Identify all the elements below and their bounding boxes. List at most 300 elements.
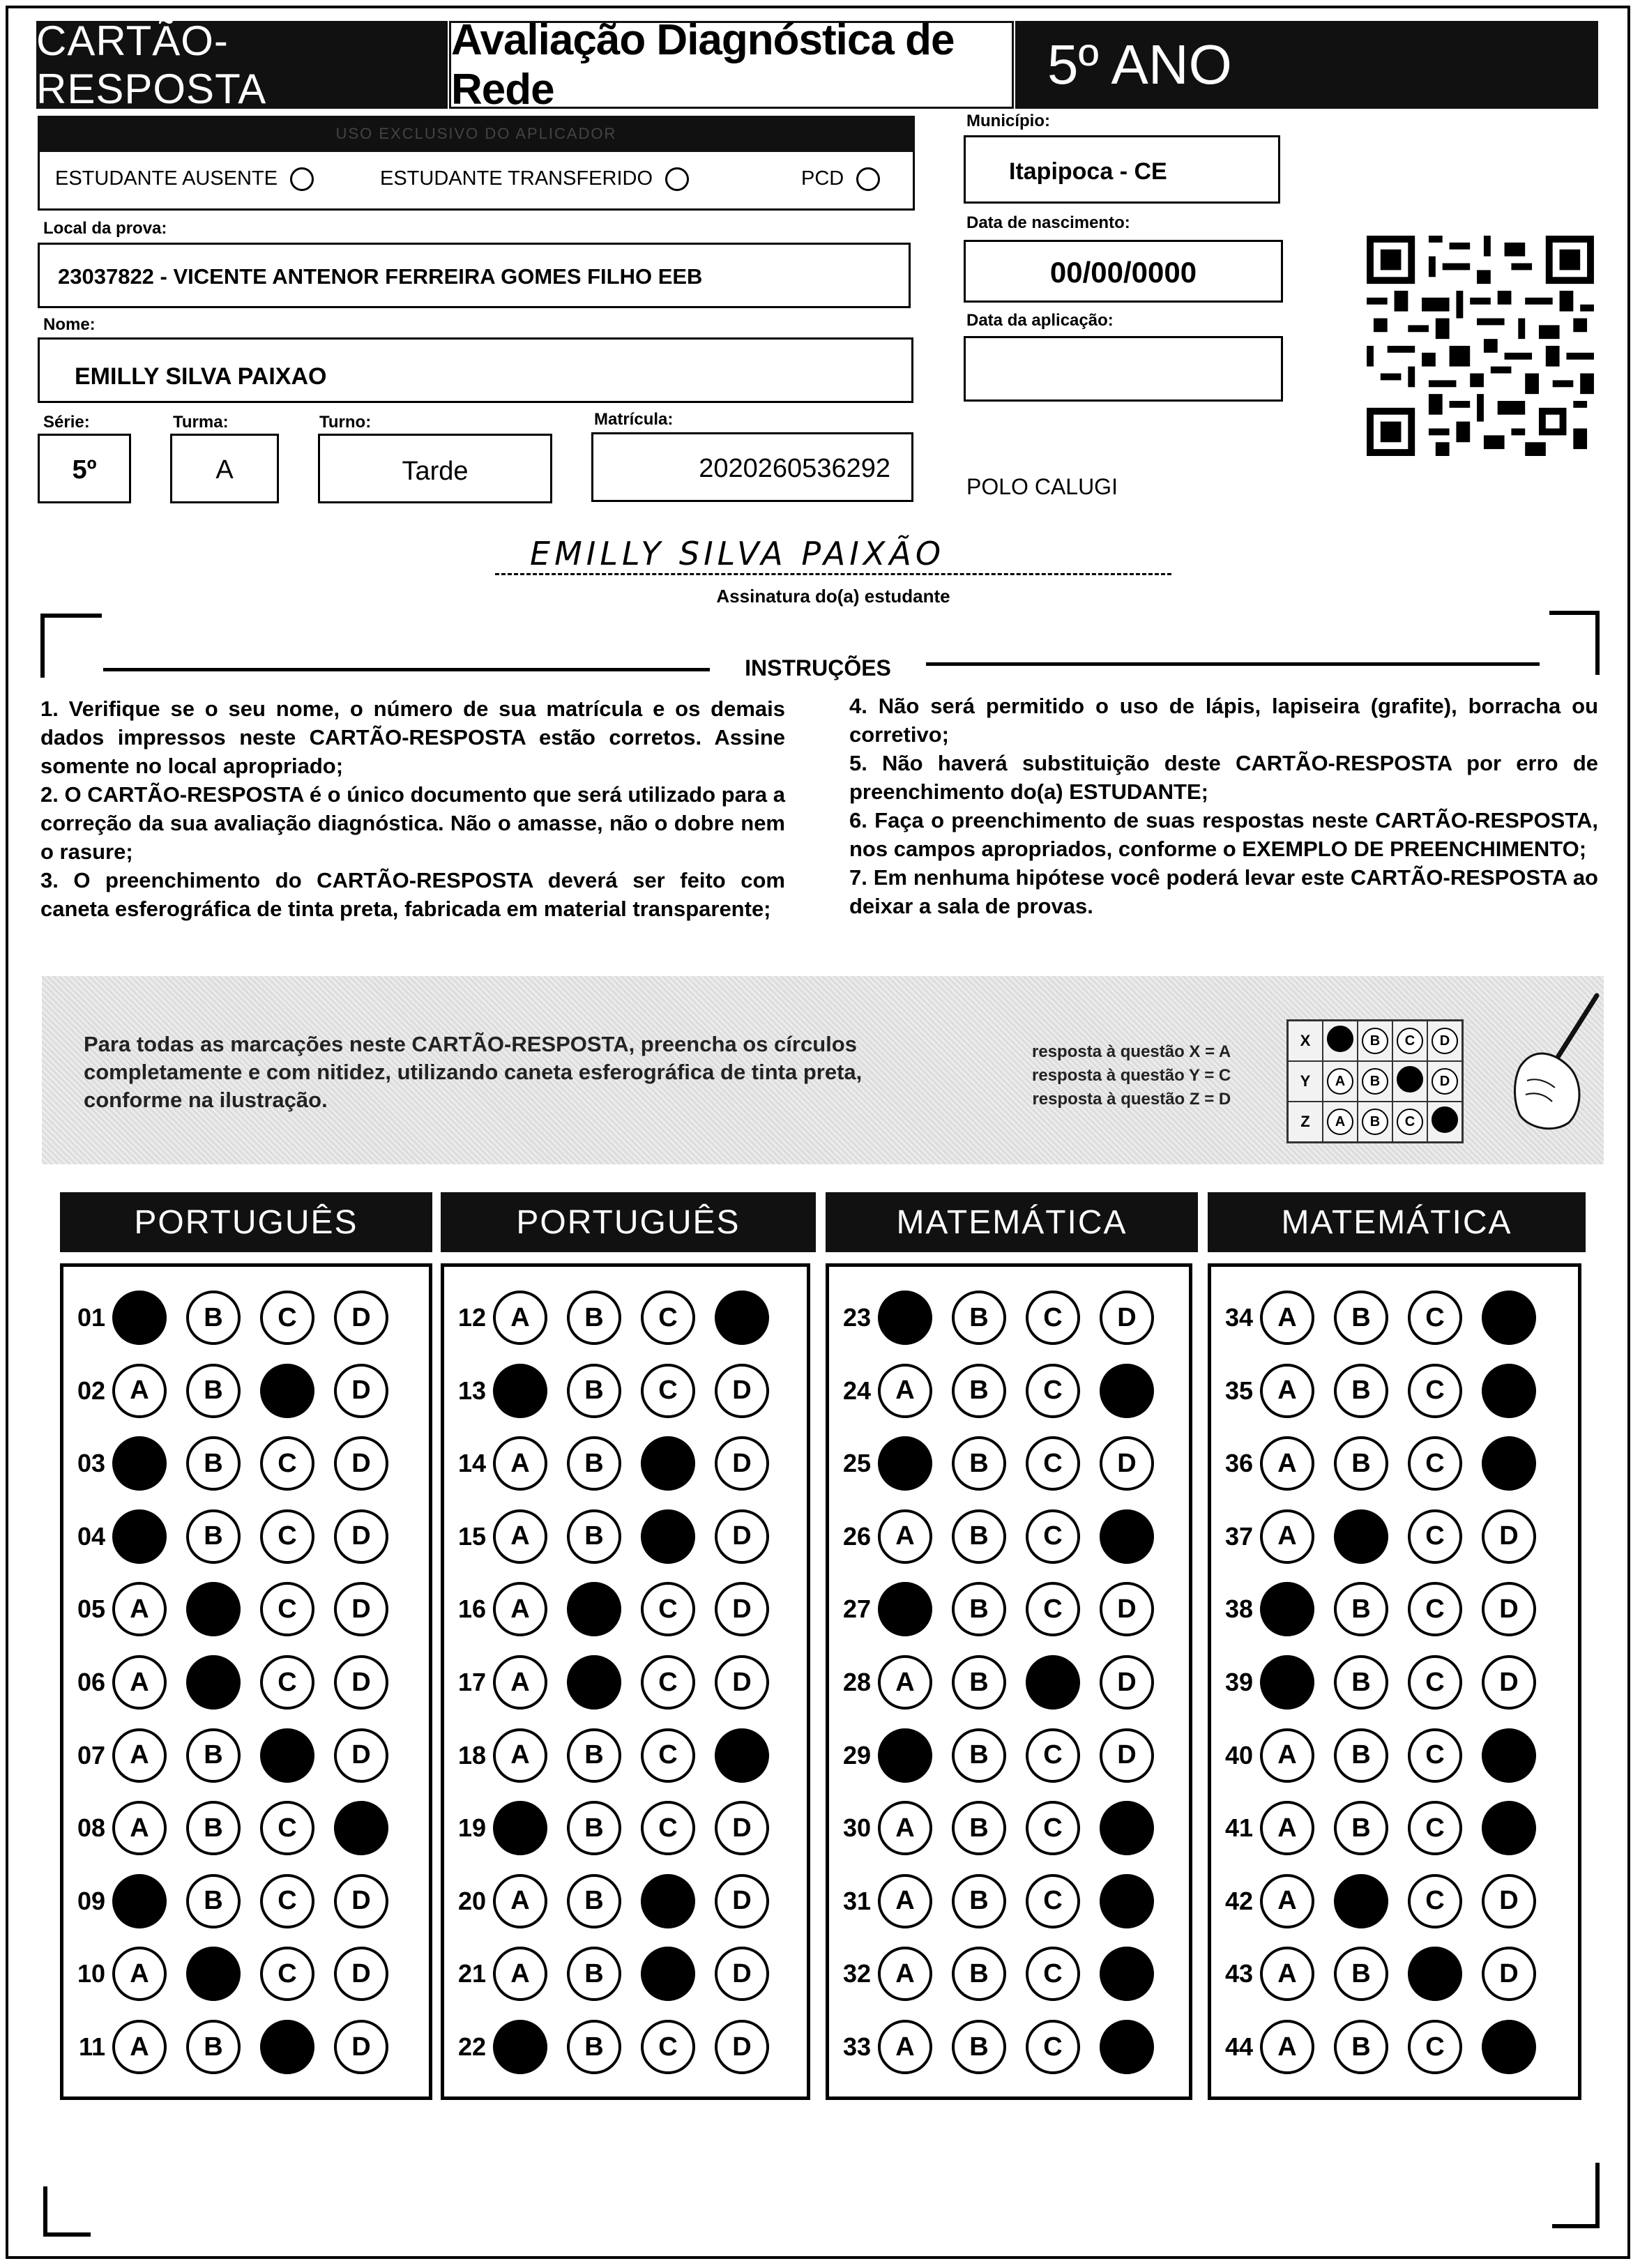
section-header: MATEMÁTICA xyxy=(826,1192,1198,1252)
answer-bubble-a[interactable]: A xyxy=(112,1947,167,2001)
answer-bubble-a[interactable]: A xyxy=(493,1947,547,2001)
answer-bubble-c[interactable]: C xyxy=(1026,1655,1080,1710)
fill-example-cell xyxy=(1358,1021,1392,1062)
question-row xyxy=(63,1724,408,1787)
answer-bubble-b[interactable]: B xyxy=(952,1801,1006,1855)
question-number: 36 xyxy=(1224,1449,1253,1478)
answer-bubble-b[interactable]: B xyxy=(1334,1947,1388,2001)
answer-bubble-a[interactable]: A xyxy=(878,2020,932,2074)
answer-bubble-c[interactable]: C xyxy=(1408,1509,1462,1564)
question-row xyxy=(829,1870,1174,1933)
answer-bubble-a[interactable]: A xyxy=(878,1582,932,1636)
question-row xyxy=(63,1797,408,1859)
question-row xyxy=(444,1578,789,1641)
question-number: 11 xyxy=(78,2032,105,2061)
answer-bubble-c[interactable]: C xyxy=(1408,1582,1462,1636)
answer-bubble-a[interactable]: A xyxy=(112,2020,167,2074)
fill-example-bubble: B xyxy=(1362,1109,1388,1135)
answer-bubble-c[interactable]: C xyxy=(260,1728,314,1783)
answer-bubble-a[interactable]: A xyxy=(878,1364,932,1418)
question-row xyxy=(1211,1286,1556,1349)
answer-bubble-a[interactable]: A xyxy=(878,1509,932,1564)
answer-bubble-d[interactable]: D xyxy=(1482,1728,1536,1783)
question-number: 20 xyxy=(457,1886,486,1915)
applicator-box xyxy=(38,152,915,211)
answer-bubble-c[interactable]: C xyxy=(1026,1947,1080,2001)
answer-column xyxy=(826,1263,1192,2100)
answer-bubble-d[interactable]: D xyxy=(334,1947,388,2001)
answer-bubble-a[interactable]: A xyxy=(112,1801,167,1855)
answer-bubble-b[interactable]: B xyxy=(952,1436,1006,1491)
answer-bubble-d[interactable]: D xyxy=(715,1801,769,1855)
answer-bubble-b[interactable]: B xyxy=(1334,1801,1388,1855)
answer-column xyxy=(441,1263,810,2100)
fill-example-bubble: D xyxy=(1432,1068,1458,1095)
question-number: 27 xyxy=(842,1595,871,1624)
question-number: 24 xyxy=(842,1376,871,1405)
answer-bubble-a[interactable]: A xyxy=(878,1728,932,1783)
answer-bubble-b[interactable]: B xyxy=(567,1801,621,1855)
answer-bubble-c[interactable]: C xyxy=(1026,1874,1080,1928)
local-label: Local da prova: xyxy=(43,219,167,238)
answer-bubble-a[interactable]: A xyxy=(1260,1364,1314,1418)
answer-bubble-c[interactable]: C xyxy=(641,2020,695,2074)
answer-bubble-c[interactable]: C xyxy=(1408,1436,1462,1491)
answer-bubble-d[interactable]: D xyxy=(334,1874,388,1928)
question-number: 44 xyxy=(1224,2032,1253,2061)
answer-bubble-a[interactable]: A xyxy=(112,1582,167,1636)
answer-bubble-a[interactable]: A xyxy=(1260,1291,1314,1345)
answer-bubble-a[interactable]: A xyxy=(878,1874,932,1928)
answer-bubble-c[interactable]: C xyxy=(260,1364,314,1418)
question-number: 39 xyxy=(1224,1668,1253,1696)
answer-bubble-a[interactable]: A xyxy=(112,1874,167,1928)
answer-bubble-b[interactable]: B xyxy=(952,1728,1006,1783)
instructions-left-column xyxy=(40,694,785,923)
serie-value: 5º xyxy=(72,455,97,485)
absent-option[interactable] xyxy=(55,167,314,191)
answer-bubble-b[interactable]: B xyxy=(952,1655,1006,1710)
answer-bubble-c[interactable]: C xyxy=(1408,1801,1462,1855)
question-row xyxy=(1211,1797,1556,1859)
instruction-item: 5. Não haverá substituição deste CARTÃO-RESPOSTA por erro de preenchimento do(a) ESTUDANTE; xyxy=(849,751,1598,804)
fill-example-row xyxy=(1288,1021,1463,1062)
question-number: 14 xyxy=(457,1449,486,1478)
answer-bubble-d[interactable]: D xyxy=(334,1655,388,1710)
question-number: 05 xyxy=(77,1595,105,1624)
section-header: PORTUGUÊS xyxy=(60,1192,432,1252)
question-row xyxy=(1211,1724,1556,1787)
answer-bubble-c[interactable]: C xyxy=(1408,1874,1462,1928)
question-row xyxy=(829,1432,1174,1495)
answer-bubble-d[interactable]: D xyxy=(715,2020,769,2074)
answer-bubble-b[interactable]: B xyxy=(186,1874,241,1928)
pcd-radio[interactable] xyxy=(856,167,880,191)
answer-bubble-c[interactable]: C xyxy=(1408,1364,1462,1418)
answer-bubble-c[interactable]: C xyxy=(641,1509,695,1564)
question-row xyxy=(63,1505,408,1568)
answer-bubble-d[interactable]: D xyxy=(334,1801,388,1855)
answer-bubble-a[interactable]: A xyxy=(1260,1655,1314,1710)
answer-bubble-b[interactable]: B xyxy=(952,1509,1006,1564)
answer-bubble-d[interactable]: D xyxy=(715,1582,769,1636)
answer-bubble-a[interactable]: A xyxy=(878,1655,932,1710)
fill-example-cell xyxy=(1427,1021,1463,1062)
answer-bubble-c[interactable]: C xyxy=(1026,1582,1080,1636)
instructions-rule-right xyxy=(926,662,1540,666)
answer-bubble-b[interactable]: B xyxy=(567,1582,621,1636)
question-row xyxy=(444,2016,789,2078)
question-row xyxy=(444,1651,789,1714)
instruction-item: 2. O CARTÃO-RESPOSTA é o único documento que será utilizado para a correção da sua avaliação diagnóstica. Não o amasse, não o dobre nem o rasure; xyxy=(40,782,785,864)
answer-bubble-b[interactable]: B xyxy=(567,2020,621,2074)
answer-bubble-d[interactable]: D xyxy=(715,1947,769,2001)
answer-bubble-d[interactable]: D xyxy=(1482,1509,1536,1564)
matricula-field xyxy=(591,432,913,502)
question-number: 10 xyxy=(77,1959,105,1988)
question-number: 07 xyxy=(77,1740,105,1770)
answer-bubble-c[interactable]: C xyxy=(260,1801,314,1855)
pcd-label: PCD xyxy=(801,167,844,190)
corner-mark-bottom-right xyxy=(1552,2163,1600,2228)
question-row xyxy=(444,1942,789,2005)
answer-bubble-d[interactable]: D xyxy=(715,1509,769,1564)
absent-radio[interactable] xyxy=(290,167,314,191)
answer-bubble-d[interactable]: D xyxy=(1100,1364,1154,1418)
answer-bubble-b[interactable]: B xyxy=(952,1874,1006,1928)
answer-bubble-d[interactable]: D xyxy=(715,1655,769,1710)
answer-bubble-d[interactable]: D xyxy=(1100,1655,1154,1710)
turno-value: Tarde xyxy=(402,457,469,486)
answer-bubble-d[interactable]: D xyxy=(1482,1947,1536,2001)
answer-bubble-d[interactable]: D xyxy=(334,1364,388,1418)
answer-bubble-b[interactable]: B xyxy=(1334,2020,1388,2074)
answer-bubble-c[interactable]: C xyxy=(641,1291,695,1345)
answer-bubble-b[interactable]: B xyxy=(1334,1364,1388,1418)
answer-bubble-c[interactable]: C xyxy=(260,1655,314,1710)
answer-bubble-a[interactable]: A xyxy=(878,1947,932,2001)
question-row xyxy=(63,1360,408,1422)
answer-bubble-b[interactable]: B xyxy=(186,1728,241,1783)
answer-bubble-a[interactable]: A xyxy=(493,1582,547,1636)
answer-bubble-b[interactable]: B xyxy=(952,1947,1006,2001)
answer-bubble-d[interactable]: D xyxy=(1100,1509,1154,1564)
fill-example-bubble: B xyxy=(1362,1028,1388,1054)
answer-bubble-b[interactable]: B xyxy=(567,1509,621,1564)
question-number: 04 xyxy=(77,1521,105,1551)
answer-bubble-b[interactable]: B xyxy=(567,1728,621,1783)
answer-bubble-b[interactable]: B xyxy=(186,1509,241,1564)
answer-bubble-d[interactable]: D xyxy=(334,1509,388,1564)
answer-bubble-a[interactable]: A xyxy=(1260,1728,1314,1783)
answer-bubble-b[interactable]: B xyxy=(1334,1291,1388,1345)
answer-bubble-a[interactable]: A xyxy=(493,1728,547,1783)
answer-bubble-c[interactable]: C xyxy=(260,1509,314,1564)
answer-bubble-c[interactable]: C xyxy=(1026,1509,1080,1564)
instruction-item: 6. Faça o preenchimento de suas respostas neste CARTÃO-RESPOSTA, nos campos apropriados, conforme o EXEMPLO DE PREENCHIMENTO; xyxy=(849,808,1598,861)
answer-bubble-d[interactable]: D xyxy=(715,1436,769,1491)
question-number: 37 xyxy=(1224,1521,1253,1551)
question-number: 19 xyxy=(457,1813,486,1843)
answer-bubble-d[interactable]: D xyxy=(334,1728,388,1783)
question-number: 29 xyxy=(842,1740,871,1770)
question-number: 06 xyxy=(77,1668,105,1696)
birthdate-label: Data de nascimento: xyxy=(966,213,1130,232)
answer-bubble-d[interactable]: D xyxy=(1482,1436,1536,1491)
answer-bubble-d[interactable]: D xyxy=(715,1728,769,1783)
answer-bubble-c[interactable]: C xyxy=(260,1291,314,1345)
answer-bubble-a[interactable]: A xyxy=(1260,1801,1314,1855)
answer-bubble-c[interactable]: C xyxy=(641,1655,695,1710)
answer-bubble-c[interactable]: C xyxy=(1026,1291,1080,1345)
fill-example-cell xyxy=(1392,1021,1427,1062)
answer-bubble-a[interactable]: A xyxy=(112,1364,167,1418)
answer-bubble-d[interactable]: D xyxy=(334,1291,388,1345)
answer-bubble-c[interactable]: C xyxy=(641,1436,695,1491)
question-row xyxy=(829,1797,1174,1859)
answer-bubble-a[interactable]: A xyxy=(1260,1436,1314,1491)
answer-bubble-a[interactable]: A xyxy=(1260,1874,1314,1928)
question-number: 01 xyxy=(77,1303,105,1332)
answer-bubble-b[interactable]: B xyxy=(1334,1582,1388,1636)
grade-label: 5º ANO xyxy=(1015,21,1598,109)
answer-bubble-b[interactable]: B xyxy=(186,1436,241,1491)
answer-bubble-c[interactable]: C xyxy=(1026,1436,1080,1491)
answer-bubble-a[interactable]: A xyxy=(493,1291,547,1345)
answer-bubble-b[interactable]: B xyxy=(952,1291,1006,1345)
answer-bubble-a[interactable]: A xyxy=(112,1509,167,1564)
answer-bubble-d[interactable]: D xyxy=(1100,1728,1154,1783)
answer-column xyxy=(60,1263,432,2100)
question-row xyxy=(1211,1505,1556,1568)
question-number: 35 xyxy=(1224,1376,1253,1405)
answer-bubble-b[interactable]: B xyxy=(567,1436,621,1491)
question-number: 34 xyxy=(1224,1303,1253,1332)
signature-text: EMILLY SILVA PAIXÃO xyxy=(530,535,946,572)
answer-bubble-b[interactable]: B xyxy=(952,1582,1006,1636)
fill-example-bubble: A xyxy=(1327,1068,1353,1095)
answer-bubble-a[interactable]: A xyxy=(493,1655,547,1710)
turma-value: A xyxy=(215,455,234,485)
transferred-radio[interactable] xyxy=(665,167,689,191)
birthdate-field xyxy=(964,240,1283,303)
answer-bubble-b[interactable]: B xyxy=(186,1655,241,1710)
answer-bubble-c[interactable]: C xyxy=(1026,1801,1080,1855)
question-number: 03 xyxy=(77,1449,105,1478)
answer-bubble-d[interactable]: D xyxy=(1100,1582,1154,1636)
answer-bubble-b[interactable]: B xyxy=(567,1364,621,1418)
answer-bubble-d[interactable]: D xyxy=(1100,1874,1154,1928)
answer-bubble-a[interactable]: A xyxy=(493,1364,547,1418)
question-row xyxy=(829,1505,1174,1568)
answer-bubble-d[interactable]: D xyxy=(1482,2020,1536,2074)
fill-example-bubble xyxy=(1327,1026,1353,1052)
pcd-option[interactable] xyxy=(801,167,880,191)
answer-bubble-d[interactable]: D xyxy=(1100,1436,1154,1491)
answer-bubble-b[interactable]: B xyxy=(567,1874,621,1928)
answer-bubble-d[interactable]: D xyxy=(334,1436,388,1491)
answer-bubble-c[interactable]: C xyxy=(260,1582,314,1636)
answer-bubble-d[interactable]: D xyxy=(715,1291,769,1345)
answer-bubble-b[interactable]: B xyxy=(186,1801,241,1855)
question-number: 41 xyxy=(1224,1813,1253,1843)
answer-bubble-d[interactable]: D xyxy=(1100,2020,1154,2074)
answer-bubble-b[interactable]: B xyxy=(1334,1509,1388,1564)
question-row xyxy=(444,1360,789,1422)
answer-bubble-a[interactable]: A xyxy=(493,1436,547,1491)
answer-bubble-c[interactable]: C xyxy=(641,1947,695,2001)
fill-example-question: X xyxy=(1288,1021,1323,1062)
matricula-label: Matrícula: xyxy=(594,410,674,429)
answer-bubble-b[interactable]: B xyxy=(1334,1728,1388,1783)
answer-bubble-d[interactable]: D xyxy=(1100,1291,1154,1345)
answer-bubble-a[interactable]: A xyxy=(1260,1947,1314,2001)
answer-bubble-c[interactable]: C xyxy=(641,1801,695,1855)
answer-bubble-a[interactable]: A xyxy=(1260,2020,1314,2074)
transferred-option[interactable] xyxy=(380,167,689,191)
answer-bubble-a[interactable]: A xyxy=(112,1436,167,1491)
turma-field xyxy=(170,434,279,503)
turno-label: Turno: xyxy=(319,413,372,432)
answer-bubble-d[interactable]: D xyxy=(1482,1291,1536,1345)
fill-example-cell xyxy=(1323,1061,1358,1102)
answer-bubble-b[interactable]: B xyxy=(186,1364,241,1418)
answer-bubble-b[interactable]: B xyxy=(567,1291,621,1345)
answer-bubble-c[interactable]: C xyxy=(1026,1728,1080,1783)
question-row xyxy=(444,1724,789,1787)
answer-bubble-b[interactable]: B xyxy=(567,1947,621,2001)
answer-bubble-b[interactable]: B xyxy=(952,2020,1006,2074)
question-row xyxy=(829,1286,1174,1349)
answer-column xyxy=(1208,1263,1581,2100)
fill-example-cell xyxy=(1392,1102,1427,1143)
answer-bubble-a[interactable]: A xyxy=(493,1509,547,1564)
name-value: EMILLY SILVA PAIXAO xyxy=(75,363,327,390)
answer-bubble-d[interactable]: D xyxy=(1100,1947,1154,2001)
answer-bubble-a[interactable]: A xyxy=(493,1801,547,1855)
question-number: 22 xyxy=(457,2032,486,2061)
answer-bubble-c[interactable]: C xyxy=(1408,1291,1462,1345)
applicator-banner: USO EXCLUSIVO DO APLICADOR xyxy=(38,116,915,152)
answer-bubble-c[interactable]: C xyxy=(641,1728,695,1783)
answer-bubble-b[interactable]: B xyxy=(186,1947,241,2001)
answer-bubble-c[interactable]: C xyxy=(260,1436,314,1491)
answer-bubble-b[interactable]: B xyxy=(1334,1436,1388,1491)
hand-pen-icon xyxy=(1506,990,1604,1136)
question-row xyxy=(1211,1432,1556,1495)
answer-bubble-b[interactable]: B xyxy=(186,1582,241,1636)
signature-handwriting xyxy=(530,530,1046,576)
answer-bubble-c[interactable]: C xyxy=(641,1874,695,1928)
answer-bubble-c[interactable]: C xyxy=(641,1582,695,1636)
question-number: 13 xyxy=(457,1376,486,1405)
answer-bubble-b[interactable]: B xyxy=(952,1364,1006,1418)
answer-bubble-c[interactable]: C xyxy=(260,2020,314,2074)
exam-subtitle: Avaliação Diagnóstica de Rede xyxy=(449,21,1014,109)
answer-bubble-d[interactable]: D xyxy=(1482,1874,1536,1928)
fill-example-cell xyxy=(1323,1021,1358,1062)
answer-bubble-d[interactable]: D xyxy=(334,1582,388,1636)
fill-example-bubble: C xyxy=(1397,1028,1423,1054)
answer-bubble-d[interactable]: D xyxy=(715,1364,769,1418)
answer-bubble-a[interactable]: A xyxy=(1260,1509,1314,1564)
answer-bubble-c[interactable]: C xyxy=(1408,2020,1462,2074)
answer-bubble-b[interactable]: B xyxy=(567,1655,621,1710)
answer-bubble-d[interactable]: D xyxy=(1100,1801,1154,1855)
municipio-label: Município: xyxy=(966,112,1050,130)
answer-bubble-c[interactable]: C xyxy=(260,1874,314,1928)
answer-bubble-b[interactable]: B xyxy=(1334,1655,1388,1710)
answer-bubble-d[interactable]: D xyxy=(1482,1582,1536,1636)
answer-bubble-a[interactable]: A xyxy=(112,1291,167,1345)
answer-bubble-a[interactable]: A xyxy=(1260,1582,1314,1636)
answer-bubble-b[interactable]: B xyxy=(186,2020,241,2074)
answer-bubble-d[interactable]: D xyxy=(1482,1364,1536,1418)
instruction-item: 4. Não será permitido o uso de lápis, lapiseira (grafite), borracha ou corretivo; xyxy=(849,694,1598,747)
fill-example-legend xyxy=(1032,1040,1231,1111)
answer-bubble-c[interactable]: C xyxy=(260,1947,314,2001)
answer-bubble-d[interactable]: D xyxy=(1482,1655,1536,1710)
question-number: 30 xyxy=(842,1813,871,1843)
question-row xyxy=(829,1724,1174,1787)
application-date-field[interactable] xyxy=(964,336,1283,402)
answer-bubble-d[interactable]: D xyxy=(715,1874,769,1928)
question-number: 28 xyxy=(842,1668,871,1696)
answer-bubble-b[interactable]: B xyxy=(186,1291,241,1345)
fill-example-bubble xyxy=(1432,1106,1458,1133)
question-number: 02 xyxy=(77,1376,105,1405)
fill-example-question: Y xyxy=(1288,1061,1323,1102)
answer-bubble-c[interactable]: C xyxy=(1026,1364,1080,1418)
answer-bubble-c[interactable]: C xyxy=(641,1364,695,1418)
question-row xyxy=(63,1651,408,1714)
answer-bubble-a[interactable]: A xyxy=(493,1874,547,1928)
answer-bubble-a[interactable]: A xyxy=(112,1728,167,1783)
local-field xyxy=(38,243,911,308)
question-row xyxy=(829,1578,1174,1641)
answer-bubble-a[interactable]: A xyxy=(112,1655,167,1710)
answer-bubble-c[interactable]: C xyxy=(1408,1728,1462,1783)
matricula-value: 2020260536292 xyxy=(699,454,890,483)
question-number: 21 xyxy=(457,1959,486,1988)
answer-bubble-d[interactable]: D xyxy=(1482,1801,1536,1855)
answer-bubble-b[interactable]: B xyxy=(1334,1874,1388,1928)
question-number: 38 xyxy=(1224,1595,1253,1624)
fill-example-legend-line: resposta à questão Y = C xyxy=(1032,1066,1231,1085)
question-row xyxy=(63,1286,408,1349)
signature-caption: Assinatura do(a) estudante xyxy=(716,586,950,607)
answer-bubble-c[interactable]: C xyxy=(1408,1655,1462,1710)
fill-example-cell xyxy=(1427,1061,1463,1102)
question-row xyxy=(444,1870,789,1933)
question-row xyxy=(444,1505,789,1568)
municipio-field xyxy=(964,135,1280,204)
question-number: 17 xyxy=(457,1668,486,1696)
answer-bubble-d[interactable]: D xyxy=(334,2020,388,2074)
answer-bubble-a[interactable]: A xyxy=(878,1291,932,1345)
answer-bubble-a[interactable]: A xyxy=(493,2020,547,2074)
instructions-title: INSTRUÇÕES xyxy=(745,655,891,680)
answer-bubble-a[interactable]: A xyxy=(878,1801,932,1855)
answer-bubble-a[interactable]: A xyxy=(878,1436,932,1491)
turno-field xyxy=(318,434,552,503)
corner-mark-bottom-left xyxy=(43,2186,91,2237)
fill-example-question: Z xyxy=(1288,1102,1323,1143)
fill-example-row xyxy=(1288,1102,1463,1143)
answer-bubble-c[interactable]: C xyxy=(1026,2020,1080,2074)
answer-bubble-c[interactable]: C xyxy=(1408,1947,1462,2001)
question-row xyxy=(1211,2016,1556,2078)
